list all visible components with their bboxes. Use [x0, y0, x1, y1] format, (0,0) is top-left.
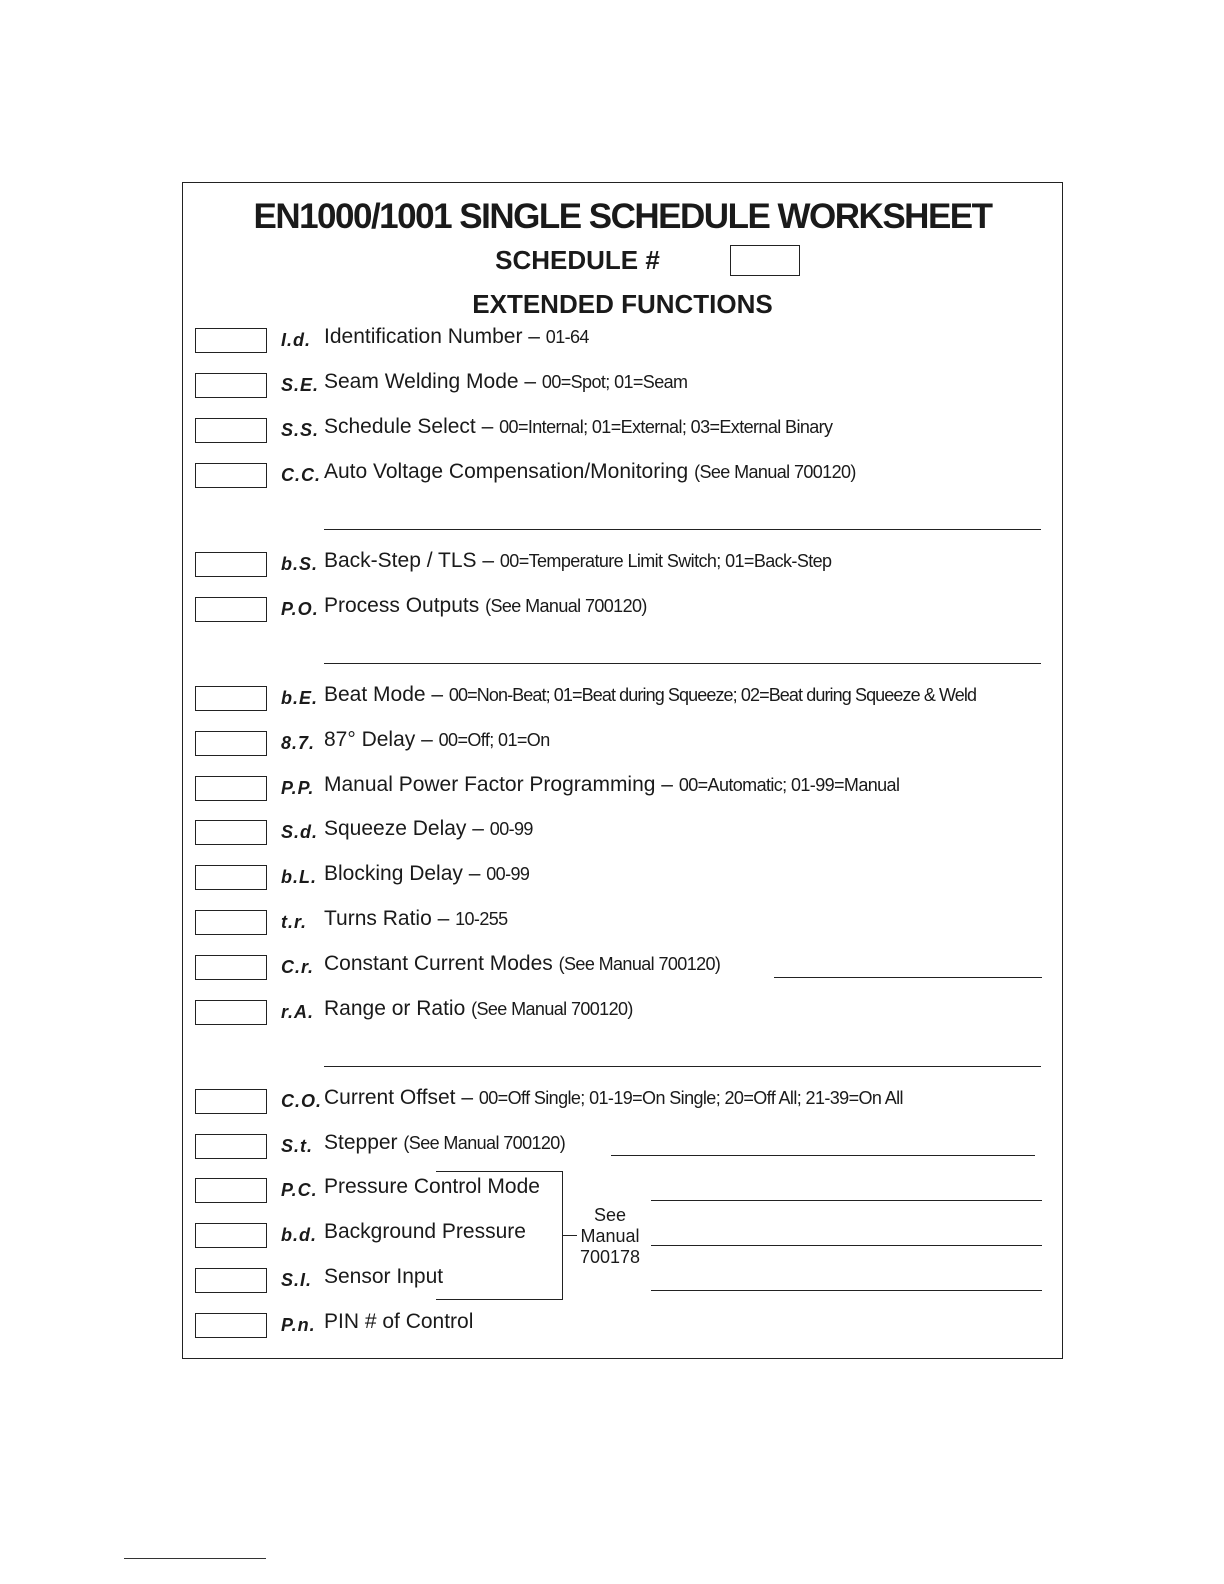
param-label: PIN # of Control — [324, 1310, 474, 1333]
param-code: S.t. — [281, 1136, 314, 1156]
worksheet-frame — [182, 182, 1063, 1359]
notes-line[interactable] — [611, 1155, 1035, 1156]
param-label: Process Outputs — [324, 594, 486, 617]
param-note: 00=Off; 01=On — [438, 730, 550, 750]
param-note: 00-99 — [486, 864, 530, 884]
row-pin-of-control — [183, 1310, 1062, 1339]
param-label: Stepper — [324, 1131, 404, 1154]
schedule-number-field[interactable] — [730, 245, 800, 276]
param-note: 00-99 — [489, 819, 533, 839]
param-code: P.C. — [281, 1180, 318, 1200]
param-label: Identification Number – — [324, 325, 546, 348]
value-box[interactable] — [195, 731, 267, 756]
param-note: (See Manual 700120) — [558, 954, 721, 974]
param-code: t.r. — [281, 912, 308, 932]
value-box[interactable] — [195, 1313, 267, 1338]
param-note: (See Manual 700120) — [403, 1133, 566, 1153]
value-box[interactable] — [195, 1223, 267, 1248]
notes-line[interactable] — [651, 1290, 1042, 1291]
param-code: I.d. — [281, 330, 311, 350]
row-manual-power-factor — [183, 773, 1062, 802]
param-label: Turns Ratio – — [324, 907, 456, 930]
row-current-offset — [183, 1086, 1062, 1115]
param-note: (See Manual 700120) — [485, 596, 647, 616]
value-box[interactable] — [195, 776, 267, 801]
worksheet-title: EN1000/1001 SINGLE SCHEDULE WORKSHEET — [253, 197, 992, 236]
param-note: (See Manual 700120) — [694, 462, 856, 482]
param-label: Manual Power Factor Programming – — [324, 773, 679, 796]
value-box[interactable] — [195, 463, 267, 488]
notes-line[interactable] — [651, 1200, 1042, 1201]
row-process-outputs — [183, 594, 1062, 623]
param-code: b.d. — [281, 1225, 317, 1245]
notes-line[interactable] — [774, 977, 1042, 978]
param-label: Constant Current Modes — [324, 952, 559, 975]
param-code: P.O. — [281, 599, 319, 619]
param-label: Beat Mode – — [324, 683, 449, 706]
param-note: 10-255 — [455, 909, 508, 929]
section-title: EXTENDED FUNCTIONS — [472, 289, 773, 319]
param-code: P.P. — [281, 778, 315, 798]
row-squeeze-delay — [183, 817, 1062, 846]
value-box[interactable] — [195, 373, 267, 398]
value-box[interactable] — [195, 865, 267, 890]
param-code: P.n. — [281, 1315, 316, 1335]
param-label: Sensor Input — [324, 1265, 444, 1288]
row-turns-ratio — [183, 907, 1062, 936]
param-label: Blocking Delay – — [324, 862, 487, 885]
param-code: C.r. — [281, 957, 315, 977]
value-box[interactable] — [195, 552, 267, 577]
param-note: 00=Internal; 01=External; 03=External Binary — [499, 417, 833, 437]
value-box[interactable] — [195, 1089, 267, 1114]
value-box[interactable] — [195, 328, 267, 353]
param-label: Seam Welding Mode – — [324, 370, 542, 393]
value-box[interactable] — [195, 955, 267, 980]
param-note: 00=Non-Beat; 01=Beat during Squeeze; 02=Beat during Squeeze & Weld — [448, 685, 977, 705]
row-stepper — [183, 1131, 1062, 1160]
param-label: Squeeze Delay – — [324, 817, 490, 840]
param-code: r.A. — [281, 1002, 315, 1022]
schedule-label: SCHEDULE # — [495, 245, 660, 275]
param-label: Current Offset – — [324, 1086, 479, 1109]
notes-line[interactable] — [324, 663, 1041, 664]
notes-line[interactable] — [651, 1245, 1042, 1246]
value-box[interactable] — [195, 1134, 267, 1159]
row-blocking-delay — [183, 862, 1062, 891]
value-box[interactable] — [195, 1178, 267, 1203]
row-beat-mode — [183, 683, 1062, 712]
param-note: 00=Automatic; 01-99=Manual — [678, 775, 900, 795]
row-range-or-ratio — [183, 997, 1062, 1026]
row-identification-number — [183, 325, 1062, 354]
notes-line[interactable] — [324, 529, 1041, 530]
param-code: C.O. — [281, 1091, 323, 1111]
param-code: S.I. — [281, 1270, 313, 1290]
param-label: Back-Step / TLS – — [324, 549, 500, 572]
footnote-separator — [124, 1558, 266, 1559]
param-note: 00=Spot; 01=Seam — [541, 372, 688, 392]
param-label: Auto Voltage Compensation/Monitoring — [324, 460, 695, 483]
param-code: b.L. — [281, 867, 317, 887]
param-code: S.d. — [281, 822, 319, 842]
row-schedule-select — [183, 415, 1062, 444]
param-label: Range or Ratio — [324, 997, 472, 1020]
value-box[interactable] — [195, 1268, 267, 1293]
row-seam-welding-mode — [183, 370, 1062, 399]
param-code: 8.7. — [281, 733, 316, 753]
value-box[interactable] — [195, 418, 267, 443]
param-label: 87° Delay – — [324, 728, 439, 751]
param-note: (See Manual 700120) — [471, 999, 633, 1019]
value-box[interactable] — [195, 686, 267, 711]
row-back-step-tls — [183, 549, 1062, 578]
param-code: S.S. — [281, 420, 320, 440]
param-label: Schedule Select – — [324, 415, 500, 438]
row-auto-voltage-compensation — [183, 460, 1062, 489]
param-note: 00=Temperature Limit Switch; 01=Back-Step — [499, 551, 832, 571]
pressure-group-bracket — [436, 1171, 563, 1300]
param-label: Pressure Control Mode — [324, 1175, 540, 1198]
param-code: b.S. — [281, 554, 319, 574]
value-box[interactable] — [195, 1000, 267, 1025]
param-code: C.C. — [281, 465, 321, 485]
param-note: 00=Off Single; 01-19=On Single; 20=Off All; 21-39=On All — [478, 1088, 903, 1108]
row-87-delay — [183, 728, 1062, 757]
value-box[interactable] — [195, 910, 267, 935]
param-code: b.E. — [281, 688, 319, 708]
value-box[interactable] — [195, 597, 267, 622]
notes-line[interactable] — [324, 1066, 1041, 1067]
param-label: Background Pressure — [324, 1220, 526, 1243]
value-box[interactable] — [195, 820, 267, 845]
param-note: 01-64 — [545, 327, 589, 347]
param-code: S.E. — [281, 375, 320, 395]
see-manual-note: See Manual 700178 — [579, 1205, 641, 1267]
